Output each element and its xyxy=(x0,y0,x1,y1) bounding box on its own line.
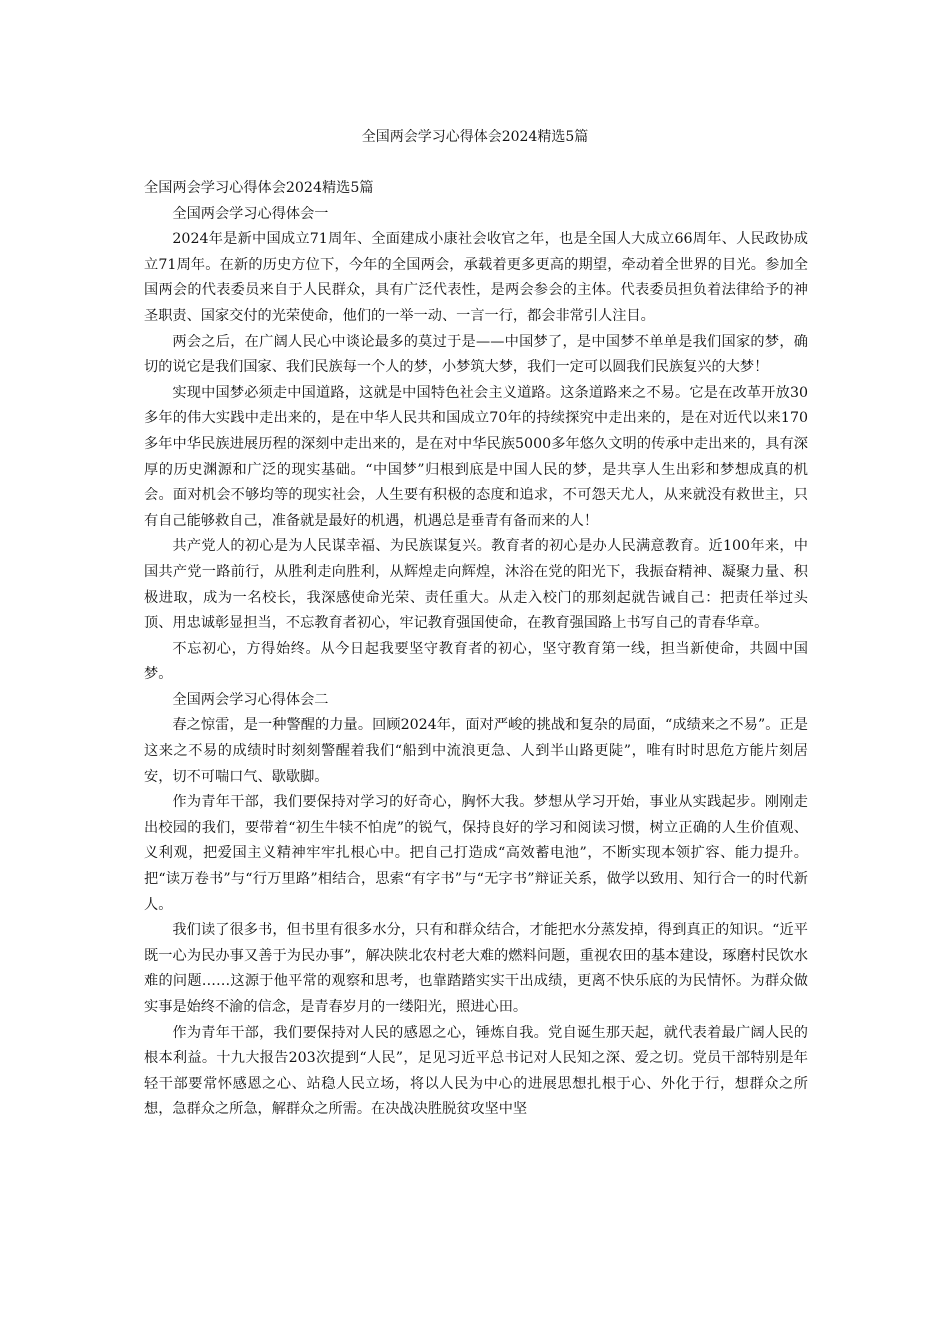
body-paragraph: 两会之后，在广阔人民心中谈论最多的莫过于是——中国梦了，是中国梦不单单是我们国家的梦，确切的说它是我们国家、我们民族每一个人的梦，小梦筑大梦，我们一定可以圆我们民族复兴的大梦！ xyxy=(144,333,808,376)
body-paragraph: 实现中国梦必须走中国道路，这就是中国特色社会主义道路。这条道路来之不易。它是在改革开放30多年的伟大实践中走出来的，是在中华人民共和国成立70年的持续探究中走出来的，是在对近代以来170多年中华民族进展历程的深刻中走出来的，是在对中华民族5000多年悠久文明的传承中走出来的，具有深厚的历史渊源和广泛的现实基础。“中国梦”归根到底是中国人民的梦，是共享人生出彩和梦想成真的机会。面对机会不够均等的现实社会，人生要有积极的态度和追求，不可怨天尤人，从来就没有救世主，只有自己能够救自己，准备就是最好的机遇，机遇总是垂青有备而来的人！ xyxy=(144,384,808,529)
document-body xyxy=(144,176,808,1123)
body-paragraph: 我们读了很多书，但书里有很多水分，只有和群众结合，才能把水分蒸发掉，得到真正的知识。“近平既一心为民办事又善于为民办事”，解决陕北农村老大难的燃料问题，重视农田的基本建设，琢磨村民饮水难的问题……这源于他平常的观察和思考，也靠踏踏实实干出成绩，更离不快乐底的为民情怀。为群众做实事是始终不渝的信念，是青春岁月的一缕阳光，照进心田。 xyxy=(144,922,808,1015)
section-heading: 全国两会学习心得体会一 xyxy=(172,205,329,222)
body-paragraph: 不忘初心，方得始终。从今日起我要坚守教育者的初心，坚守教育第一线，担当新使命，共圆中国梦。 xyxy=(144,640,808,683)
body-paragraph: 2024年是新中国成立71周年、全面建成小康社会收官之年，也是全国人大成立66周年、人民政协成立71周年。在新的历史方位下，今年的全国两会，承载着更多更高的期望，牵动着全世界的目光。参加全国两会的代表委员来自于人民群众，具有广泛代表性，是两会参会的主体。代表委员担负着法律给予的神圣职责、国家交付的光荣使命，他们的一举一动、一言一行，都会非常引人注目。 xyxy=(144,231,808,324)
section-heading: 全国两会学习心得体会二 xyxy=(172,691,329,708)
body-paragraph: 作为青年干部，我们要保持对人民的感恩之心，锤炼自我。党自诞生那天起，就代表着最广阔人民的根本利益。十九大报告203次提到“人民”，足见习近平总书记对人民知之深、爱之切。党员干部特别是年轻干部要常怀感恩之心、站稳人民立场，将以人民为中心的进展思想扎根于心、外化于行，想群众之所想，急群众之所急，解群众之所需。在决战决胜脱贫攻坚中坚 xyxy=(144,1024,808,1118)
body-paragraph: 作为青年干部，我们要保持对学习的好奇心，胸怀大我。梦想从学习开始，事业从实践起步。刚刚走出校园的我们，要带着“初生牛犊不怕虎”的锐气，保持良好的学习和阅读习惯，树立正确的人生价值观、义利观，把爱国主义精神牢牢扎根心中。把自己打造成“高效蓄电池”，不断实现本领扩容、能力提升。把“读万卷书”与“行万里路”相结合，思索“有字书”与“无字书”辩证关系，做学以致用、知行合一的时代新人。 xyxy=(144,794,808,913)
intro-line: 全国两会学习心得体会2024精选5篇 xyxy=(144,180,374,196)
document-title: 全国两会学习心得体会2024精选5篇 xyxy=(361,129,589,145)
body-paragraph: 共产党人的初心是为人民谋幸福、为民族谋复兴。教育者的初心是办人民满意教育。近100年来，中国共产党一路前行，从胜利走向胜利，从辉煌走向辉煌，沐浴在党的阳光下，我振奋精神、凝聚力量、积极进取，成为一名校长，我深感使命光荣、责任重大。从走入校门的那刻起就告诫自己：把责任举过头顶、用忠诚彰显担当，不忘教育者初心，牢记教育强国使命，在教育强国路上书写自己的青春华章。 xyxy=(144,538,808,632)
body-paragraph: 春之惊雷，是一种警醒的力量。回顾2024年，面对严峻的挑战和复杂的局面，“成绩来之不易”。正是这来之不易的成绩时时刻刻警醒着我们“船到中流浪更急、人到半山路更陡”，唯有时时思危方能片刻居安，切不可喘口气、歇歇脚。 xyxy=(144,717,808,785)
